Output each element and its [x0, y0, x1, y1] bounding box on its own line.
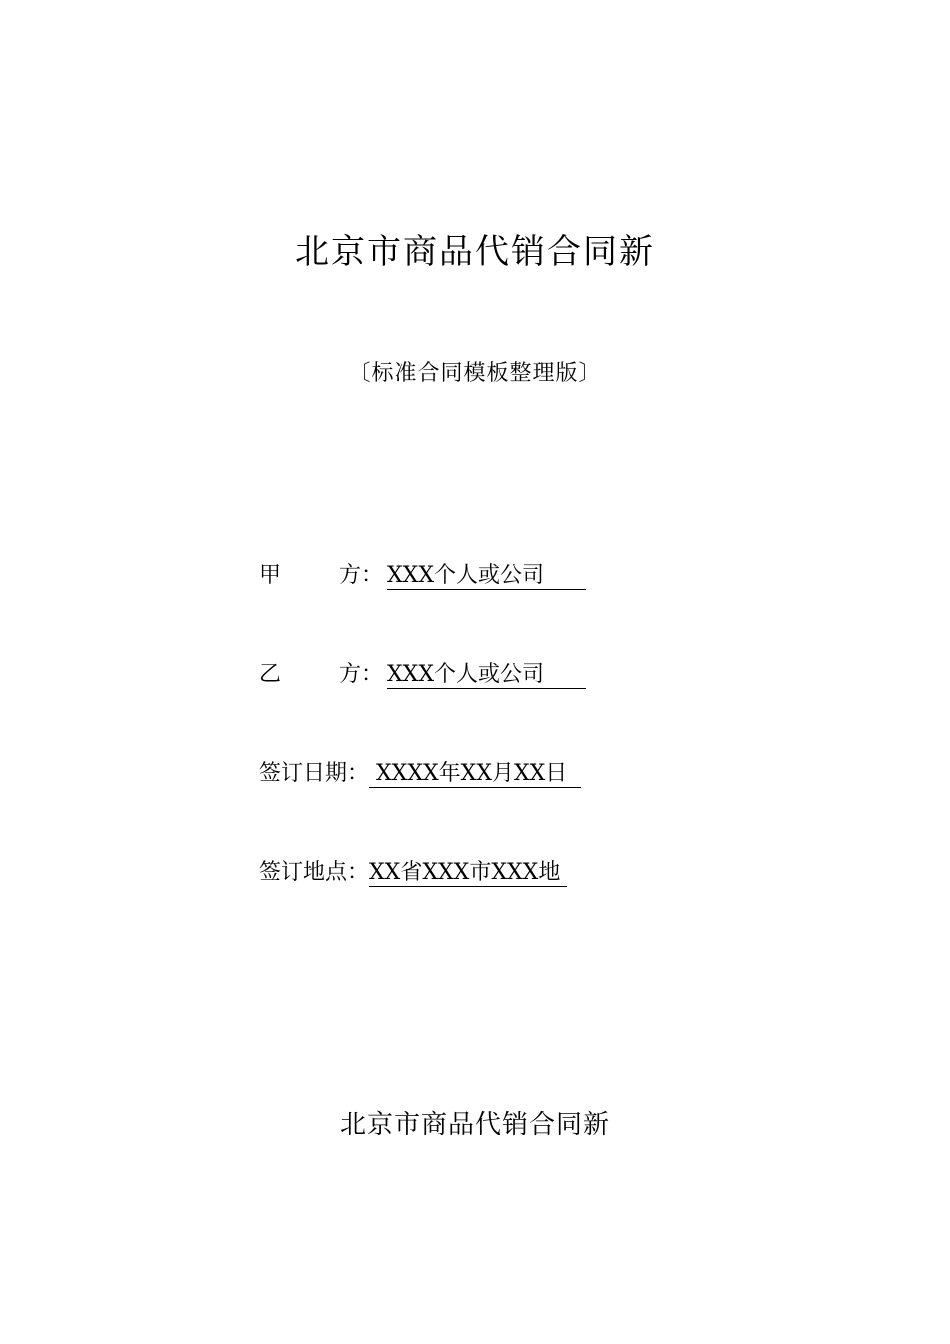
- document-title: 北京市商品代销合同新: [295, 232, 655, 272]
- sign-date-value: XXXX年XX月XX日: [369, 761, 582, 786]
- party-a-blank: [544, 563, 586, 588]
- party-b-value: [387, 662, 586, 689]
- party-b-blank: [544, 662, 586, 687]
- party-a-field: [259, 560, 586, 592]
- party-a-label-suffix: 方：: [339, 563, 384, 588]
- sign-place-field: [259, 857, 567, 889]
- footer-title: 北京市商品代销合同新: [339, 1110, 610, 1140]
- sign-place-label: 签订地点：: [259, 860, 370, 885]
- sign-place-value: XX省XXX市XXX地: [369, 860, 568, 885]
- party-a-label-char: 甲: [259, 563, 282, 588]
- party-b-label-char: 乙: [259, 662, 282, 687]
- document-subtitle: 〔标准合同模板整理版〕: [348, 361, 602, 386]
- party-a-label: [259, 560, 387, 592]
- party-a-value: [387, 563, 586, 590]
- party-b-label: [259, 659, 387, 691]
- sign-date-field: [259, 758, 581, 790]
- party-b-name: XXX个人或公司: [387, 662, 544, 687]
- party-b-label-suffix: 方：: [339, 662, 384, 687]
- party-b-field: [259, 659, 586, 691]
- sign-date-label: 签订日期：: [259, 761, 370, 786]
- party-a-name: XXX个人或公司: [387, 563, 544, 588]
